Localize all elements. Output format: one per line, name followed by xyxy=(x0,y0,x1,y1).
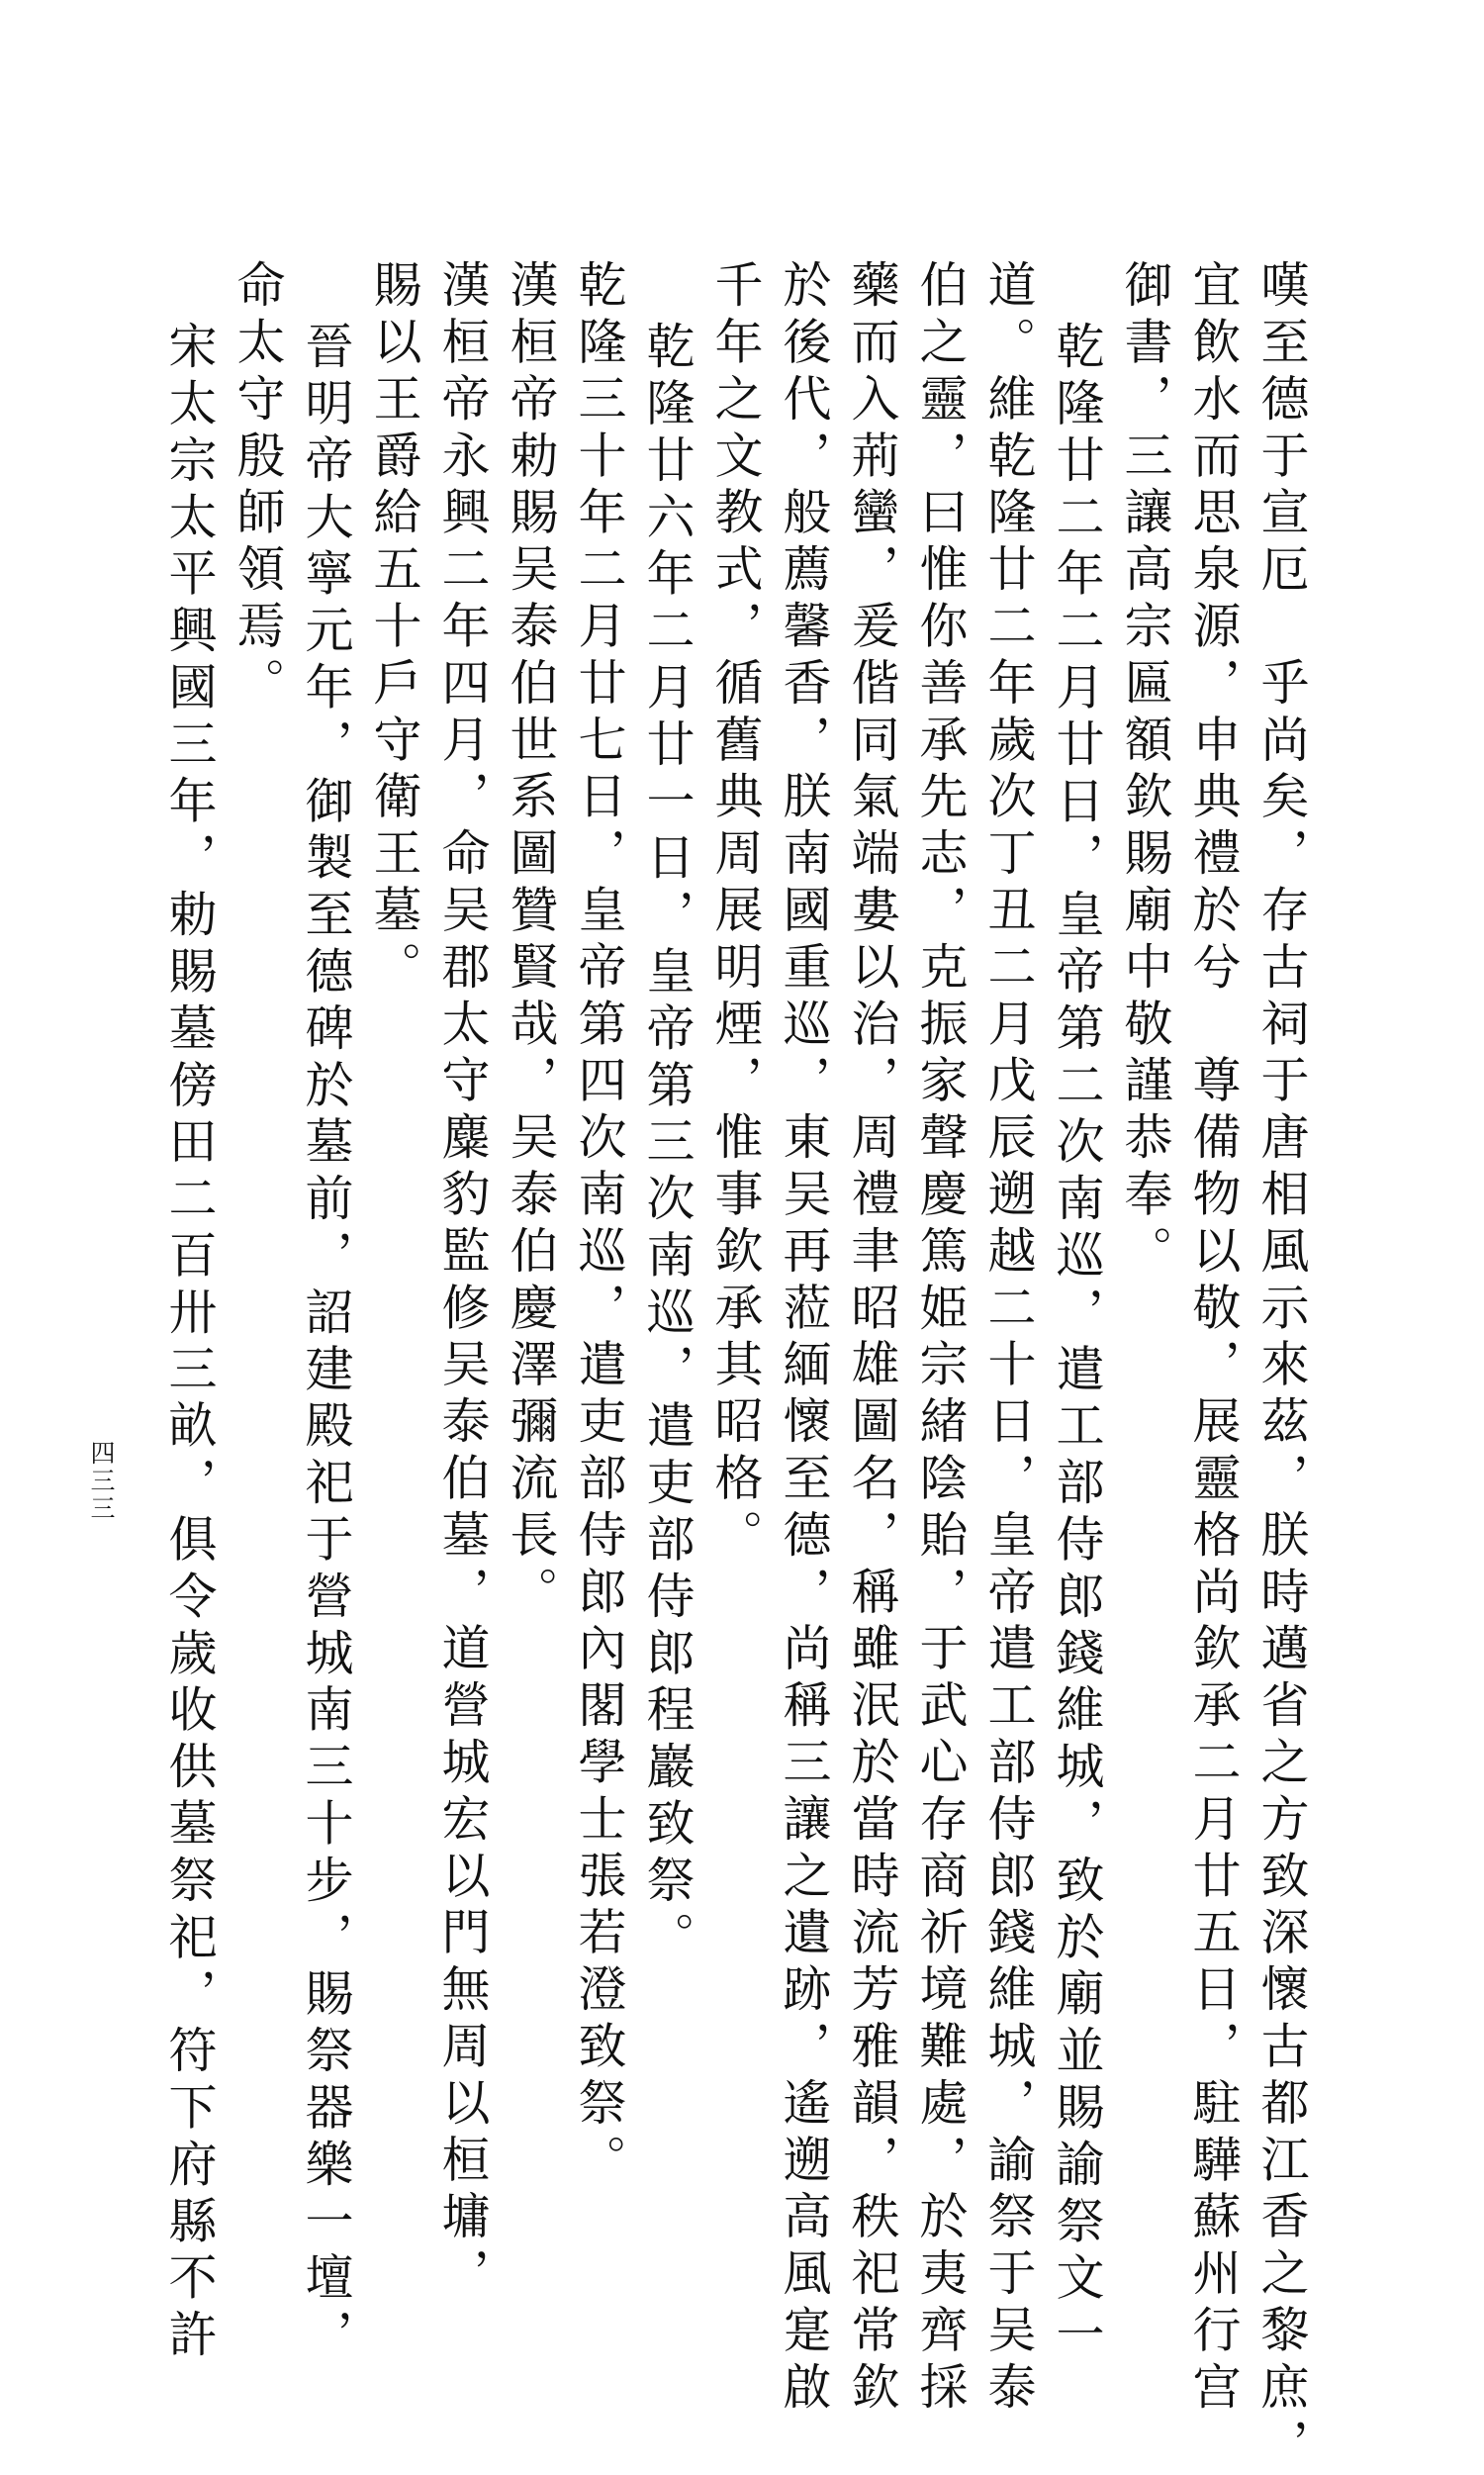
text-column-10: 乾隆廿六年二月廿一日，皇帝第三次南巡，遣吏部侍郎程巖致祭。 xyxy=(639,321,696,1968)
page-number: 四三三 xyxy=(87,1440,116,1523)
text-column-9: 千年之文教式，循舊典周展明煙，惟事欽承其昭格。 xyxy=(707,259,764,1567)
vertical-text-block xyxy=(155,198,1316,2475)
text-column-6: 伯之靈，曰惟你善承先志，克振家聲慶篤姫宗緒陰貽，于武心存商祈境難處，於夷齊採 xyxy=(912,259,969,2419)
text-column-15: 晉明帝大寧元年，御製至德碑於墓前，詔建殿祀于營城南三十步，賜祭器樂一壇， xyxy=(298,321,354,2366)
text-column-12: 漢桓帝勅賜吴泰伯世系圖贊賢哉，吴泰伯慶澤彌流長。 xyxy=(503,259,559,1623)
text-column-16: 命太守殷師領焉。 xyxy=(230,259,286,714)
text-column-2: 宜飲水而思泉源，申典禮於兮 尊備物以敬，展靈格尚欽承二月廿五日，駐驊蘇州行宫 xyxy=(1185,259,1242,2419)
text-column-14: 賜以王爵給五十戶守衛王墓。 xyxy=(366,259,422,999)
text-column-4: 乾隆廿二年二月廿日，皇帝第二次南巡，遣工部侍郎錢維城，致於廟並賜諭祭文一 xyxy=(1049,321,1105,2366)
text-column-13: 漢桓帝永興二年四月，命吴郡太守麋豹監修吴泰伯墓，道營城宏以門無周以桓墉， xyxy=(434,259,491,2305)
text-column-1: 嘆至德于宣厄 乎尚矣，存古祠于唐相風示來茲，朕時邁省之方致深懷古都江香之黎庶， xyxy=(1253,259,1310,2475)
text-column-7: 藥而入荊蠻，爰偕同氣端婁以治，周禮聿昭雄圖名，稱雖泯於當時流芳雅韻，秩祀常欽 xyxy=(844,259,900,2419)
text-column-11: 乾隆三十年二月廿七日，皇帝第四次南巡，遣吏部侍郎內閣學士張若澄致祭。 xyxy=(571,259,627,2191)
text-column-5: 道。維乾隆廿二年歲次丁丑二月戊辰遡越二十日，皇帝遣工部侍郎錢維城，諭祭于吴泰 xyxy=(980,259,1037,2419)
text-column-17: 宋太宗太平興國三年，勅賜墓傍田二百卅三畝，俱令歲收供墓祭祀，符下府縣不許 xyxy=(161,321,218,2366)
text-column-8: 於後代，般薦馨香，朕南國重巡，東吴再蒞緬懷至德，尚稱三讓之遺跡，遙遡高風寔啟 xyxy=(776,259,832,2419)
text-column-3: 御書，三讓高宗匾額欽賜廟中敬謹恭奉。 xyxy=(1117,259,1173,1283)
